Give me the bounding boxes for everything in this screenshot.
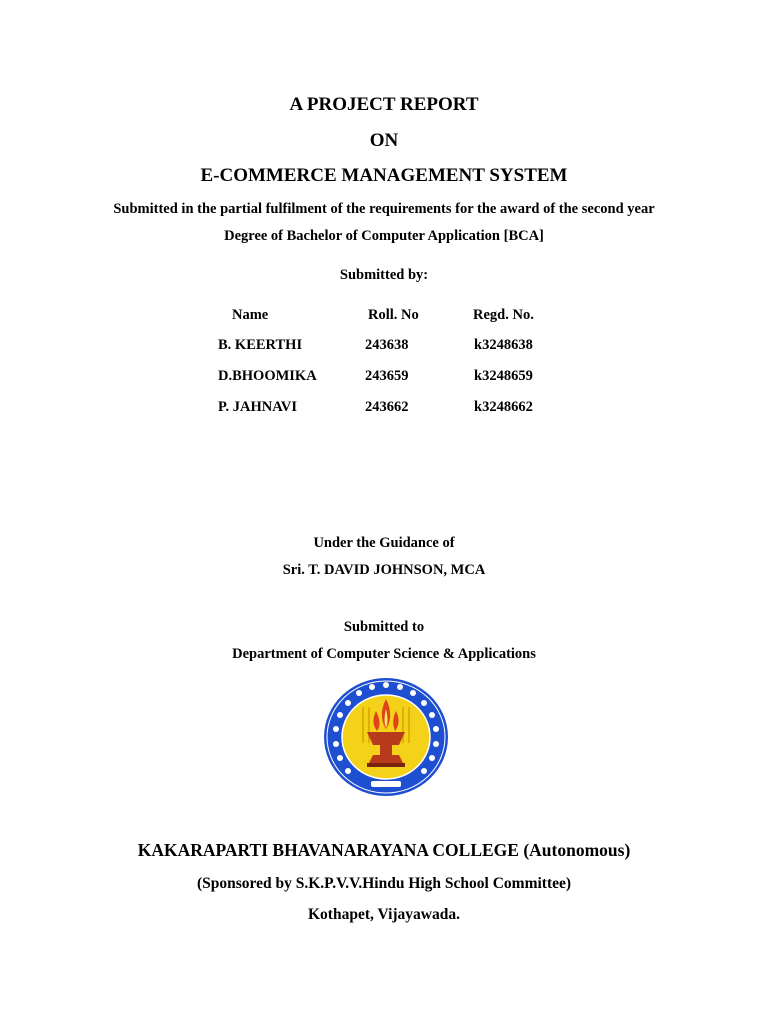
college-location: Kothapet, Vijayawada.: [308, 906, 460, 923]
column-header-name: Name: [232, 307, 269, 323]
submission-statement: Submitted in the partial fulfilment of the requirements for the award of the second year: [113, 201, 655, 217]
degree-statement: Degree of Bachelor of Computer Application [BCA]: [224, 228, 544, 244]
student-regd: k3248659: [474, 368, 533, 384]
report-heading: A PROJECT REPORT: [289, 94, 479, 115]
college-name: KAKARAPARTI BHAVANARAYANA COLLEGE (Autonomous): [137, 840, 631, 860]
college-sponsor: (Sponsored by S.K.P.V.V.Hindu High School Committee): [196, 875, 572, 892]
student-roll: 243662: [365, 399, 409, 415]
student-regd: k3248638: [474, 337, 533, 353]
column-header-regd: Regd. No.: [473, 307, 534, 323]
submitted-by-label: Submitted by:: [339, 267, 429, 283]
project-title: E-COMMERCE MANAGEMENT SYSTEM: [200, 165, 568, 186]
student-roll: 243638: [365, 337, 409, 353]
submitted-to-label: Submitted to: [343, 619, 425, 635]
student-roll: 243659: [365, 368, 409, 384]
report-on: ON: [369, 130, 399, 151]
student-regd: k3248662: [474, 399, 533, 415]
guidance-label: Under the Guidance of: [313, 535, 455, 551]
column-header-roll: Roll. No: [368, 307, 419, 323]
department-name: Department of Computer Science & Applications: [232, 646, 536, 662]
student-name: B. KEERTHI: [218, 337, 303, 353]
guide-name: Sri. T. DAVID JOHNSON, MCA: [282, 562, 486, 578]
college-emblem-icon: [323, 677, 449, 797]
student-name: P. JAHNAVI: [218, 399, 297, 415]
student-name: D.BHOOMIKA: [218, 368, 317, 384]
